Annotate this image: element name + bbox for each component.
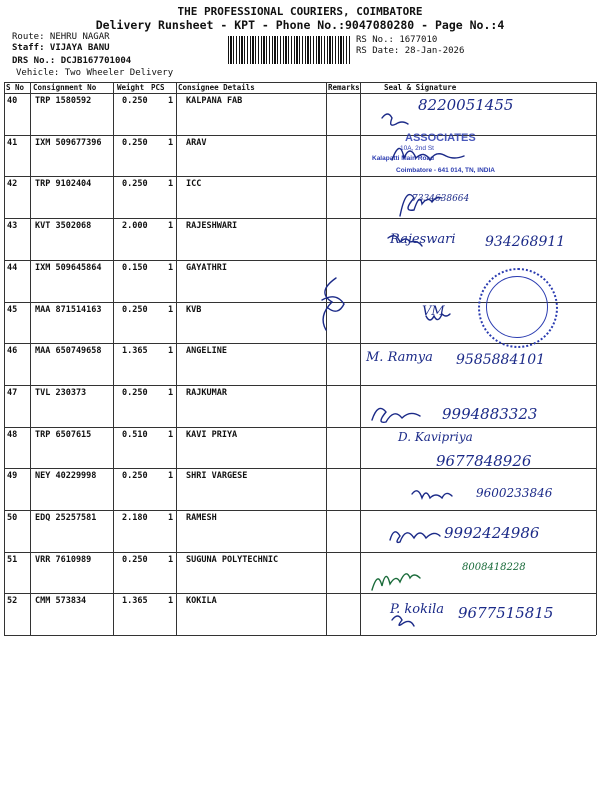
sig-45-initials: VM (422, 304, 445, 319)
row-pcs: 1 (168, 346, 174, 356)
row-weight: 2.000 (122, 221, 148, 231)
row-sno: 45 (7, 305, 18, 315)
sig-42-phone: 7334638664 (412, 194, 470, 204)
row-pcs: 1 (168, 305, 174, 315)
row-sno: 41 (7, 138, 18, 148)
row-consignment-no: MAA 871514163 (35, 305, 102, 315)
row-sno: 51 (7, 555, 18, 565)
row-pcs: 1 (168, 430, 174, 440)
row-consignee: KOKILA (186, 596, 217, 606)
sig-47-phone: 9994883323 (442, 405, 538, 423)
stamp-address-3: Coimbatore - 641 014, TN, INDIA (396, 167, 495, 174)
sig-43-phone: 934268911 (485, 234, 566, 250)
row-pcs: 1 (168, 221, 174, 231)
row-weight: 1.365 (122, 346, 148, 356)
vehicle-label: Vehicle: Two Wheeler Delivery (16, 68, 174, 78)
row-weight: 0.150 (122, 263, 148, 273)
row-consignee: RAMESH (186, 513, 217, 523)
row-sno: 43 (7, 221, 18, 231)
sig-49-phone: 9600233846 (476, 486, 553, 500)
row-weight: 0.250 (122, 179, 148, 189)
company-title: THE PROFESSIONAL COURIERS, COIMBATORE (177, 5, 423, 18)
row-consignee: SHRI VARGESE (186, 471, 248, 481)
row-sno: 49 (7, 471, 18, 481)
rs-date: RS Date: 28-Jan-2026 (356, 46, 465, 56)
row-consignment-no: VRR 7610989 (35, 555, 92, 565)
sig-43-name: Rajeswari (390, 232, 456, 247)
drs-label: DRS No.: DCJB167701004 (12, 56, 132, 66)
row-sno: 40 (7, 96, 18, 106)
runsheet-subtitle: Delivery Runsheet - KPT - Phone No.:9047080280 - Page No.:4 (95, 18, 505, 32)
row-consignment-no: MAA 650749658 (35, 346, 102, 356)
row-consignment-no: TRP 6507615 (35, 430, 92, 440)
row-consignment-no: TRP 1580592 (35, 96, 92, 106)
row-consignment-no: EDQ 25257581 (35, 513, 97, 523)
sig-46-phone: 9585884101 (456, 352, 546, 368)
sig-51-phone: 8008418228 (462, 562, 526, 573)
row-consignee: GAYATHRI (186, 263, 227, 273)
col-consignee: Consignee Details (178, 83, 255, 92)
sig-50-phone: 9992424986 (444, 524, 540, 542)
row-weight: 0.250 (122, 305, 148, 315)
sig-40-phone: 8220051455 (418, 96, 514, 114)
row-consignee: ANGELINE (186, 346, 227, 356)
row-pcs: 1 (168, 96, 174, 106)
row-weight: 0.510 (122, 430, 148, 440)
row-consignee: KVB (186, 305, 202, 315)
stamp-address-2: Kalapatti Main Road (372, 155, 435, 162)
row-consignment-no: TRP 9102404 (35, 179, 92, 189)
col-sno: S No (6, 83, 25, 92)
stamp-associates: ASSOCIATES (405, 132, 476, 144)
row-weight: 0.250 (122, 138, 148, 148)
sig-48-phone: 9677848926 (436, 452, 532, 470)
row-sno: 48 (7, 430, 18, 440)
row-consignment-no: TVL 230373 (35, 388, 87, 398)
col-seal-signature: Seal & Signature (384, 83, 457, 92)
row-sno: 47 (7, 388, 18, 398)
col-consignment: Consignment No (33, 83, 97, 92)
row-consignee: SUGUNA POLYTECHNIC (186, 555, 279, 565)
row-consignment-no: NEY 40229998 (35, 471, 97, 481)
staff-label: Staff: VIJAYA BANU (12, 43, 110, 53)
row-weight: 0.250 (122, 388, 148, 398)
row-weight: 0.250 (122, 96, 148, 106)
rs-number: RS No.: 1677010 (356, 35, 438, 45)
row-sno: 44 (7, 263, 18, 273)
row-consignee: KALPANA FAB (186, 96, 243, 106)
row-consignee: ICC (186, 179, 202, 189)
row-pcs: 1 (168, 179, 174, 189)
row-pcs: 1 (168, 471, 174, 481)
row-sno: 42 (7, 179, 18, 189)
col-remarks: Remarks (328, 83, 360, 92)
row-weight: 0.250 (122, 471, 148, 481)
row-pcs: 1 (168, 513, 174, 523)
row-pcs: 1 (168, 555, 174, 565)
row-consignment-no: CMM 573834 (35, 596, 87, 606)
col-pcs: PCS (151, 83, 165, 92)
row-weight: 0.250 (122, 555, 148, 565)
row-sno: 50 (7, 513, 18, 523)
sig-52-phone: 9677515815 (458, 604, 554, 622)
row-consignee: KAVI PRIYA (186, 430, 238, 440)
row-consignee: ARAV (186, 138, 207, 148)
row-consignment-no: IXM 509645864 (35, 263, 102, 273)
stamp-address-1: 10A, 2nd St (400, 145, 434, 152)
row-pcs: 1 (168, 138, 174, 148)
col-weight: Weight (117, 83, 145, 92)
row-consignment-no: IXM 509677396 (35, 138, 102, 148)
row-pcs: 1 (168, 263, 174, 273)
row-sno: 46 (7, 346, 18, 356)
row-consignee: RAJKUMAR (186, 388, 227, 398)
sig-46-name: M. Ramya (366, 350, 433, 365)
row-consignment-no: KVT 3502068 (35, 221, 92, 231)
route-label: Route: NEHRU NAGAR (12, 32, 110, 42)
row-weight: 2.180 (122, 513, 148, 523)
row-pcs: 1 (168, 388, 174, 398)
row-consignee: RAJESHWARI (186, 221, 238, 231)
row-weight: 1.365 (122, 596, 148, 606)
row-pcs: 1 (168, 596, 174, 606)
row-sno: 52 (7, 596, 18, 606)
sig-52-name: P. kokila (390, 602, 445, 617)
sig-48-name: D. Kavipriya (398, 430, 473, 444)
